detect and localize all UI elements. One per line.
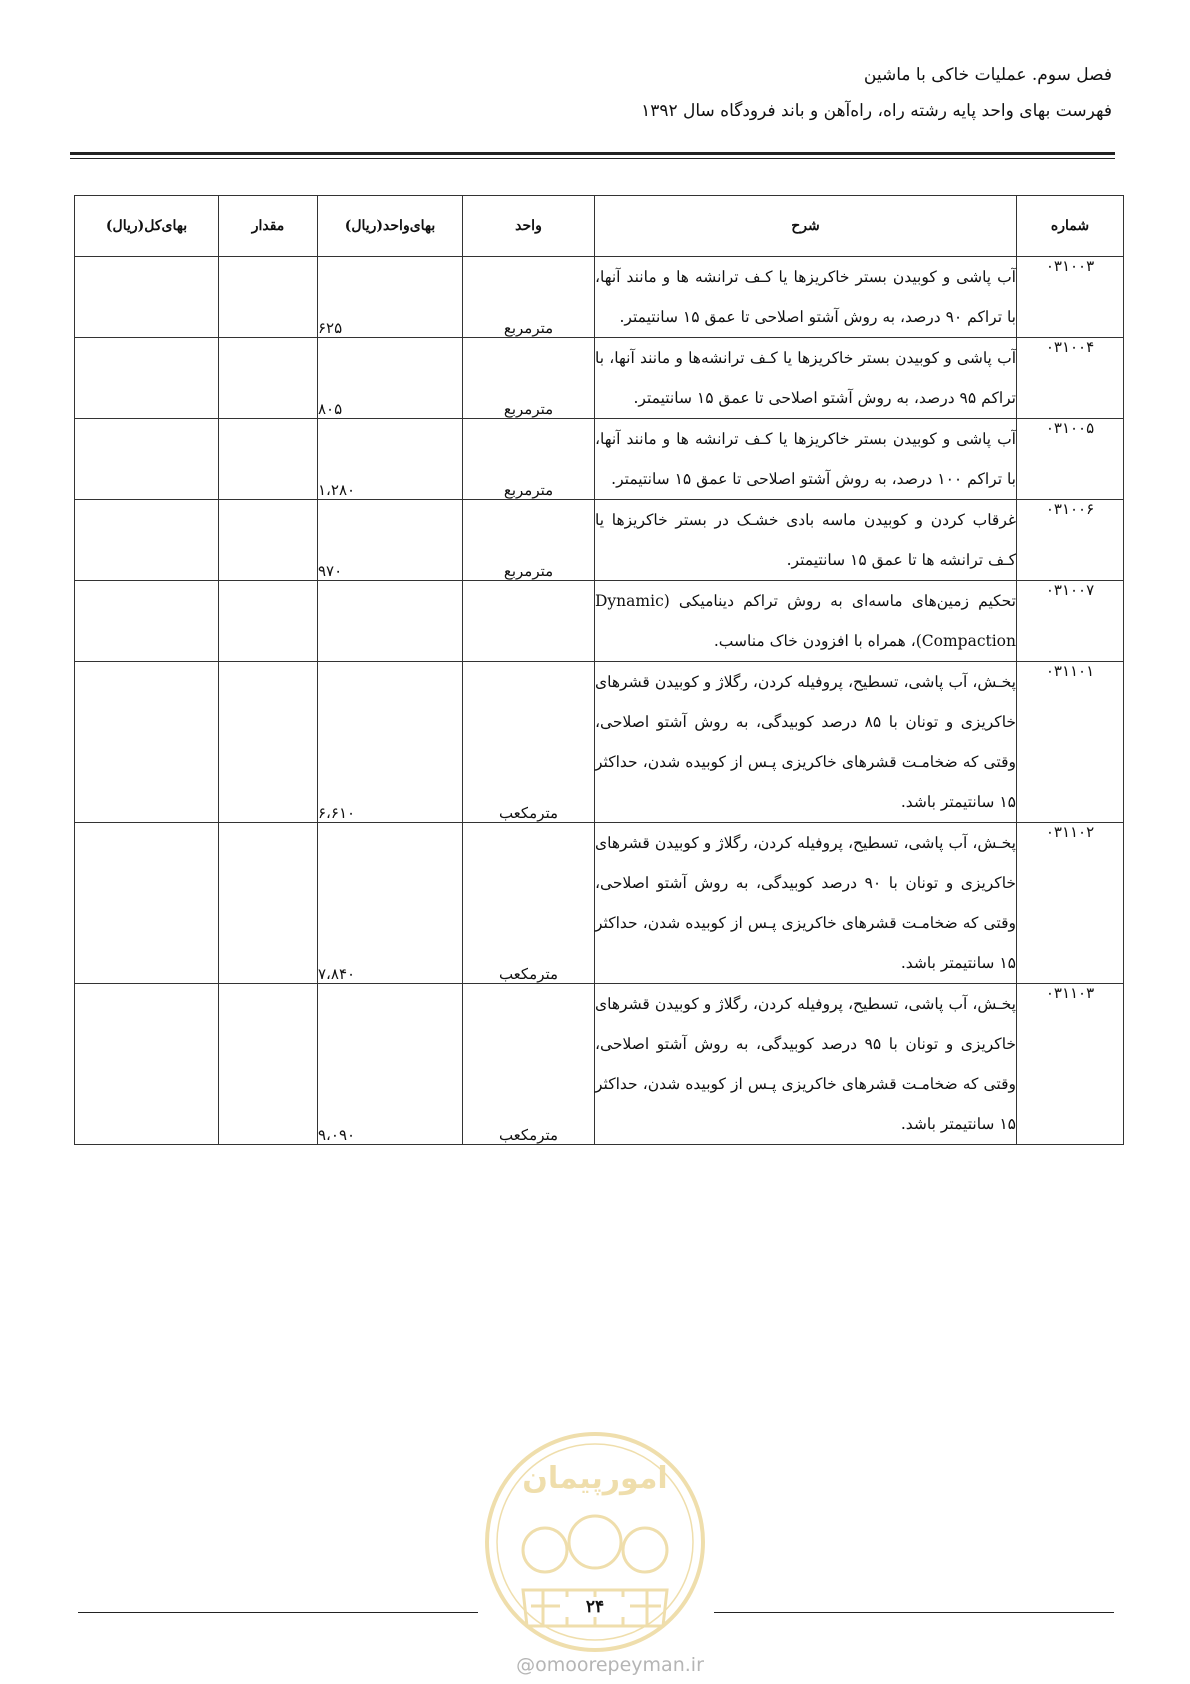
item-unit xyxy=(463,581,595,662)
item-quantity xyxy=(219,338,318,419)
item-total xyxy=(75,338,219,419)
item-total xyxy=(75,823,219,984)
item-code: ۰۳۱۰۰۵ xyxy=(1017,419,1124,500)
item-unit: مترمکعب xyxy=(463,984,595,1145)
item-code: ۰۳۱۱۰۳ xyxy=(1017,984,1124,1145)
item-unit: مترمکعب xyxy=(463,823,595,984)
item-unit-price: ۹۷۰ xyxy=(318,500,463,581)
item-description: آب پاشی و کوبیدن بستر خاکریزها یا کـف ترانشه‌ها و مانند آنها، با تراکم ۹۵ درصد، به روش آشتو اصلاحی تا عمق ۱۵ سانتیمتر. xyxy=(595,338,1017,419)
catalog-title: فهرست بهای واحد پایه رشته راه، راه‌آهن و باند فرودگاه سال ۱۳۹۲ xyxy=(641,101,1112,121)
col-header-unit-price: بهای‌واحد(ریال) xyxy=(318,196,463,257)
price-table xyxy=(74,195,1124,1145)
item-code: ۰۳۱۰۰۳ xyxy=(1017,257,1124,338)
table-header-row xyxy=(75,196,1124,257)
item-unit-price xyxy=(318,581,463,662)
header-rule-thin xyxy=(70,158,1115,159)
item-quantity xyxy=(219,823,318,984)
watermark-url: @omoorepeyman.ir xyxy=(516,1654,704,1676)
item-unit-price: ۶۲۵ xyxy=(318,257,463,338)
item-unit: مترمکعب xyxy=(463,662,595,823)
item-unit: مترمربع xyxy=(463,500,595,581)
item-quantity xyxy=(219,419,318,500)
item-total xyxy=(75,500,219,581)
table-row xyxy=(75,500,1124,581)
item-unit-price: ۶،۶۱۰ xyxy=(318,662,463,823)
col-header-unit: واحد xyxy=(463,196,595,257)
page-header xyxy=(641,62,1112,124)
chapter-title: فصل سوم. عملیات خاکی با ماشین xyxy=(863,65,1112,85)
table-row xyxy=(75,984,1124,1145)
item-total xyxy=(75,581,219,662)
item-code: ۰۳۱۱۰۲ xyxy=(1017,823,1124,984)
item-unit-price: ۸۰۵ xyxy=(318,338,463,419)
item-quantity xyxy=(219,662,318,823)
col-header-desc: شرح xyxy=(595,196,1017,257)
table-row xyxy=(75,338,1124,419)
col-header-total: بهای‌کل(ریال) xyxy=(75,196,219,257)
table-row xyxy=(75,257,1124,338)
item-quantity xyxy=(219,581,318,662)
item-unit: مترمربع xyxy=(463,338,595,419)
item-unit: مترمربع xyxy=(463,419,595,500)
footer-rule-right xyxy=(714,1612,1114,1613)
item-description: تحکیم زمین‌های ماسه‌ای به روش تراکم دینامیکی (Dynamic Compaction)، همراه با افزودن خاک مناسب. xyxy=(595,581,1017,662)
item-description: آب پاشی و کوبیدن بستر خاکریزها یا کـف ترانشه ها و مانند آنها، با تراکم ۹۰ درصد، به روش آشتو اصلاحی تا عمق ۱۵ سانتیمتر. xyxy=(595,257,1017,338)
item-code: ۰۳۱۰۰۶ xyxy=(1017,500,1124,581)
footer-rule-left xyxy=(78,1612,478,1613)
item-description: پخـش، آب پاشی، تسطیح، پروفیله کردن، رگلاژ و کوبیدن قشرهای خاکریزی و تونان با ۹۵ درصد کوبیدگی، به روش آشتو اصلاحی، وقتی که ضخامـت قشرهای خاکریزی پـس از کوبیده شدن، حداکثر ۱۵ سانتیمتر باشد. xyxy=(595,984,1017,1145)
svg-text:امورپیمان: امورپیمان xyxy=(522,1461,668,1496)
item-description: آب پاشی و کوبیدن بستر خاکریزها یا کـف ترانشه ها و مانند آنها، با تراکم ۱۰۰ درصد، به روش آشتو اصلاحی تا عمق ۱۵ سانتیمتر. xyxy=(595,419,1017,500)
header-rule-thick xyxy=(70,152,1115,155)
item-description: پخـش، آب پاشی، تسطیح، پروفیله کردن، رگلاژ و کوبیدن قشرهای خاکریزی و تونان با ۸۵ درصد کوبیدگی، به روش آشتو اصلاحی، وقتی که ضخامـت قشرهای خاکریزی پـس از کوبیده شدن، حداکثر ۱۵ سانتیمتر باشد. xyxy=(595,662,1017,823)
item-code: ۰۳۱۰۰۷ xyxy=(1017,581,1124,662)
item-code: ۰۳۱۰۰۴ xyxy=(1017,338,1124,419)
table-row xyxy=(75,823,1124,984)
item-unit-price: ۷،۸۴۰ xyxy=(318,823,463,984)
col-header-code: شماره xyxy=(1017,196,1124,257)
table-row xyxy=(75,581,1124,662)
item-unit: مترمربع xyxy=(463,257,595,338)
item-total xyxy=(75,662,219,823)
item-quantity xyxy=(219,500,318,581)
page-number: ۲۴ xyxy=(560,1597,630,1617)
item-unit-price: ۱،۲۸۰ xyxy=(318,419,463,500)
item-code: ۰۳۱۱۰۱ xyxy=(1017,662,1124,823)
item-total xyxy=(75,257,219,338)
item-quantity xyxy=(219,257,318,338)
item-description: غرقاب کردن و کوبیدن ماسه بادی خشـک در بستر خاکریزها یا کـف ترانشه ها تا عمق ۱۵ سانتیمتر. xyxy=(595,500,1017,581)
item-unit-price: ۹،۰۹۰ xyxy=(318,984,463,1145)
item-total xyxy=(75,419,219,500)
table-row xyxy=(75,662,1124,823)
omoorepeyman-seal-watermark xyxy=(483,1430,707,1654)
item-description: پخـش، آب پاشی، تسطیح، پروفیله کردن، رگلاژ و کوبیدن قشرهای خاکریزی و تونان با ۹۰ درصد کوبیدگی، به روش آشتو اصلاحی، وقتی که ضخامـت قشرهای خاکریزی پـس از کوبیده شدن، حداکثر ۱۵ سانتیمتر باشد. xyxy=(595,823,1017,984)
table-row xyxy=(75,419,1124,500)
item-quantity xyxy=(219,984,318,1145)
col-header-quantity: مقدار xyxy=(219,196,318,257)
item-total xyxy=(75,984,219,1145)
